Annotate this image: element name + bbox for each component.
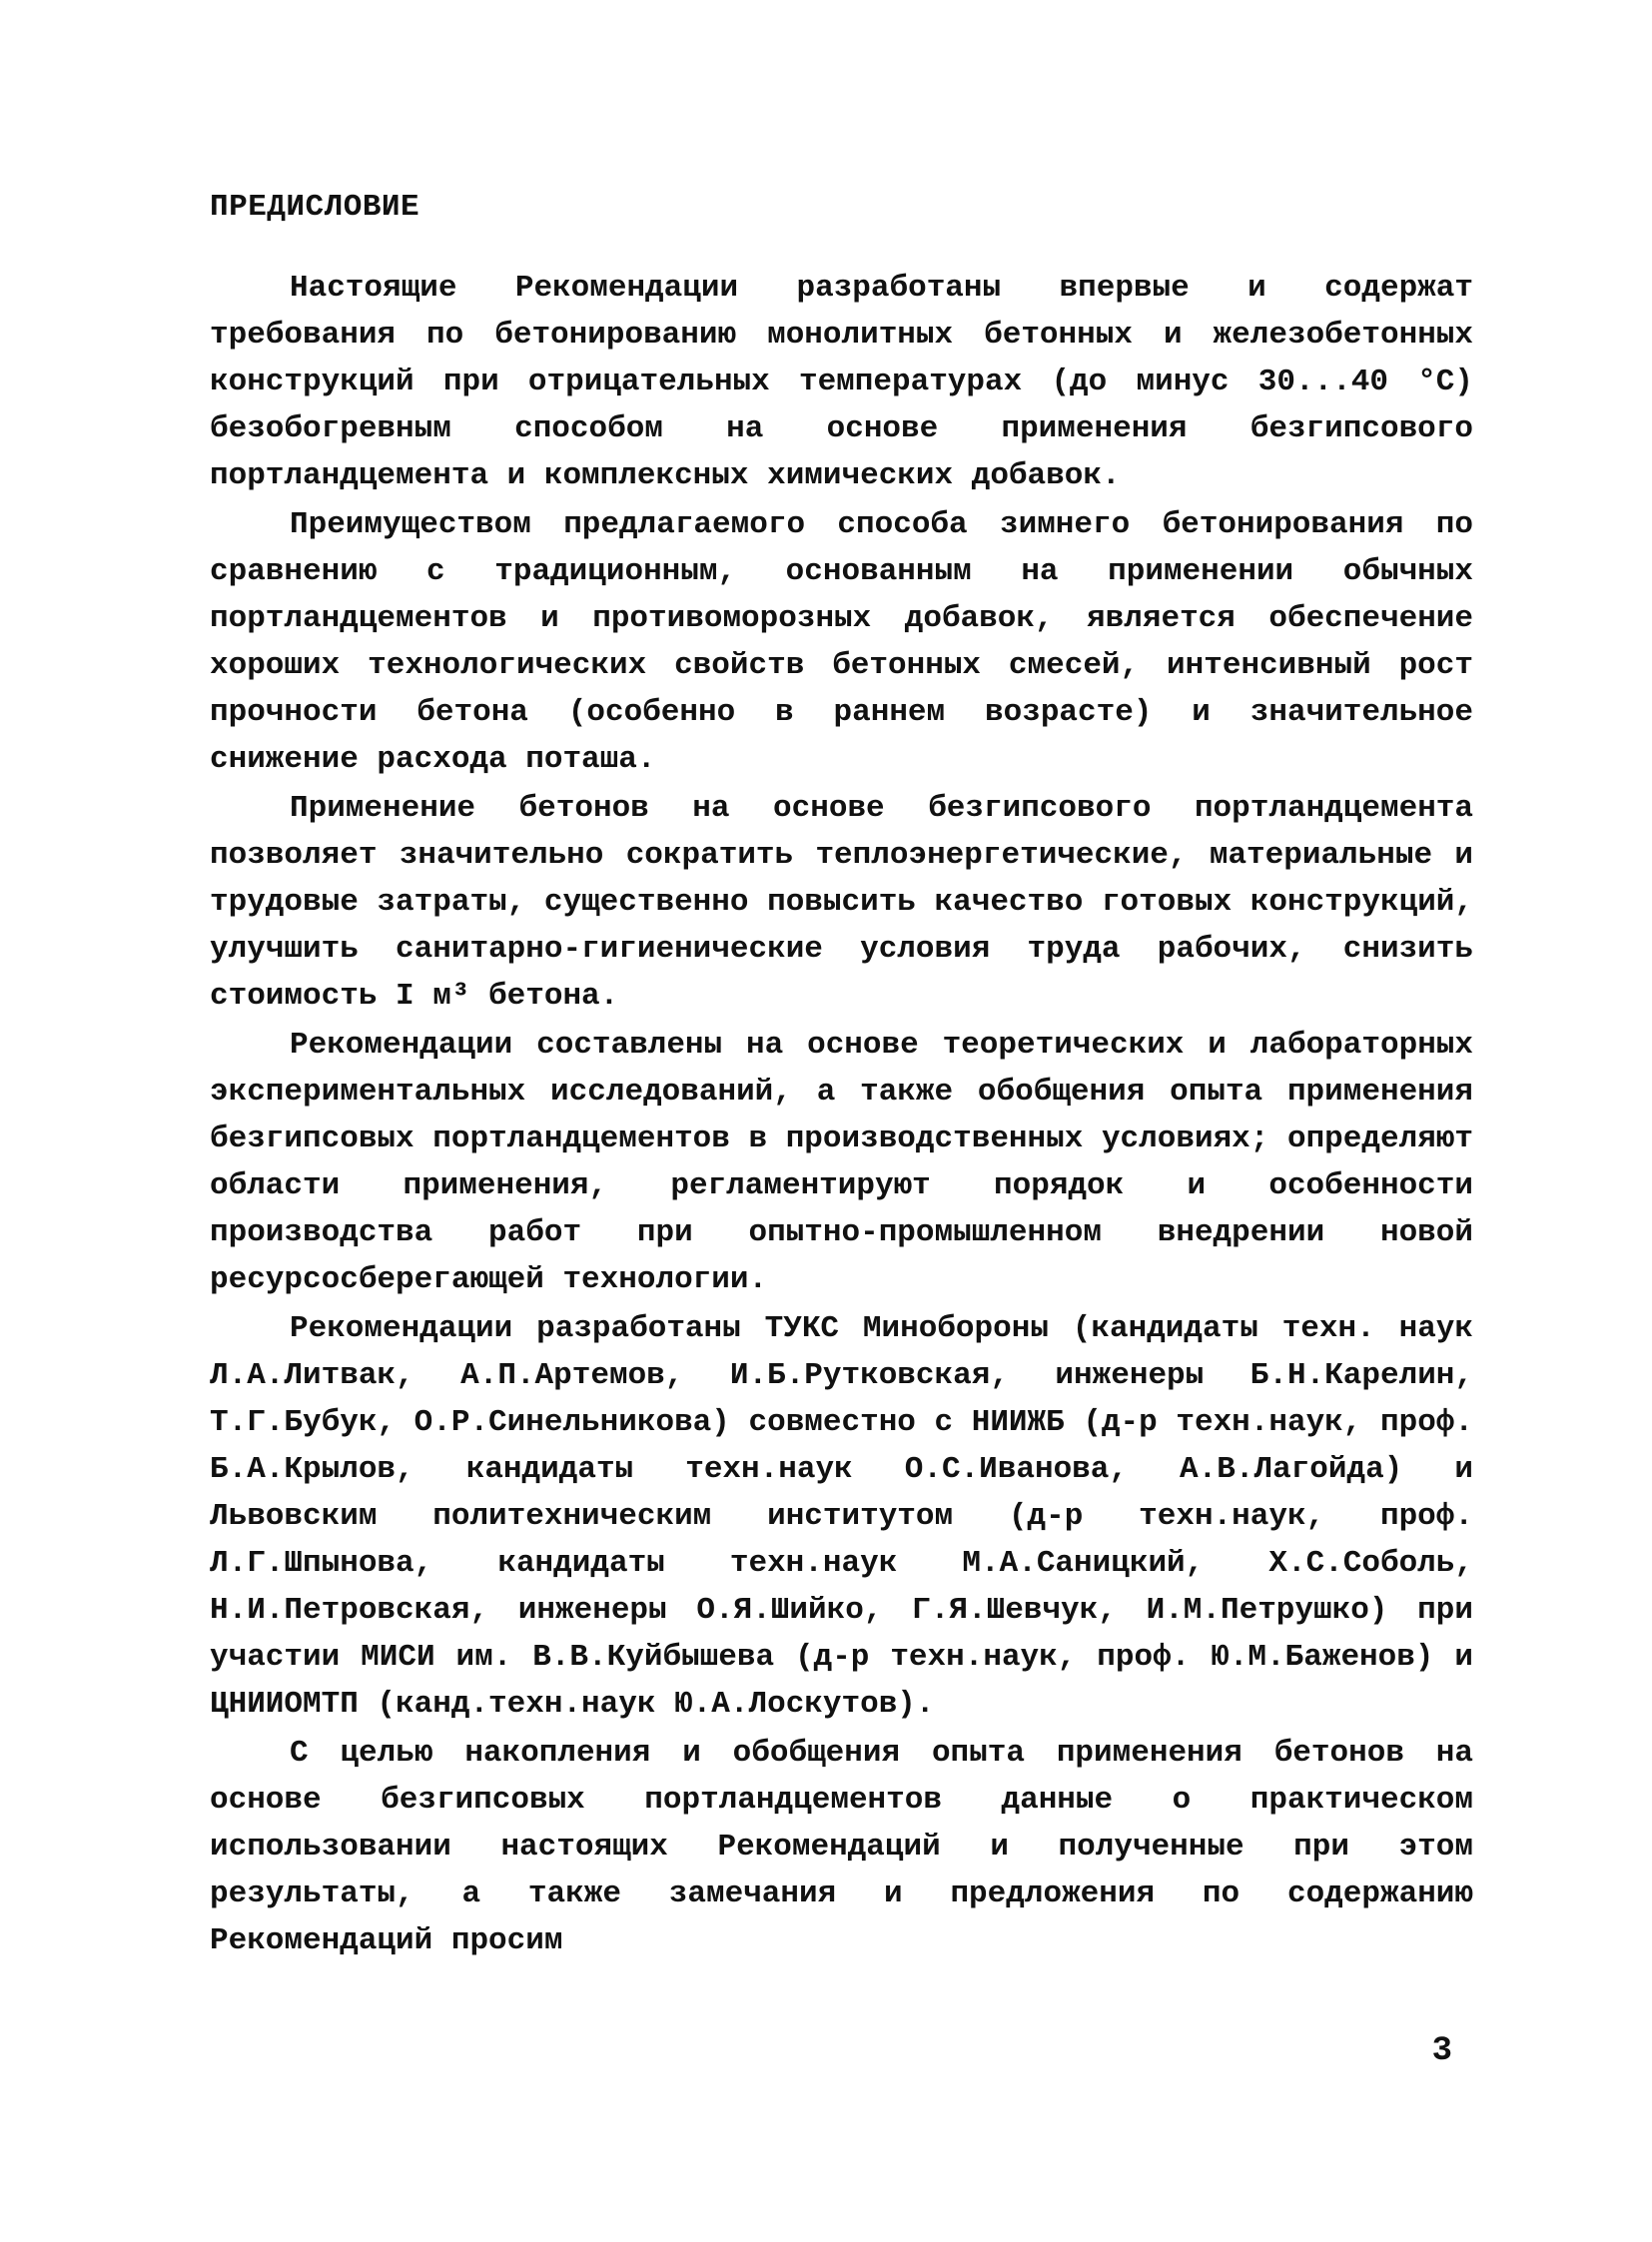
- paragraph: С целью накопления и обобщения опыта применения бетонов на основе безгипсовых портландцементов данные о практическом использовании настоящих Рекомендаций и полученные при этом результаты, а также замечания и предложения по содержанию Рекомендаций просим: [210, 1736, 1473, 1958]
- page-number: 3: [1431, 2032, 1452, 2070]
- paragraph: Преимуществом предлагаемого способа зимнего бетонирования по сравнению с традиционным, основанным на применении обычных портландцементов и противоморозных добавок, является обеспечение хороших технологических свойств бетонных смесей, интенсивный рост прочности бетона (особенно в раннем возрасте) и значительное снижение расхода поташа.: [210, 507, 1473, 777]
- paragraph: Рекомендации разработаны ТУКС Минобороны (кандидаты техн. наук Л.А.Литвак, А.П.Артемов, И.Б.Рутковская, инженеры Б.Н.Карелин, Т.Г.Бубук, О.Р.Синельникова) совместно с НИИЖБ (д-р техн.наук, проф. Б.А.Крылов, кандидаты техн.наук О.С.Иванова, А.В.Лагойда) и Львовским политехническим институтом (д-р техн.наук, проф. Л.Г.Шпынова, кандидаты техн.наук М.А.Саницкий, Х.С.Соболь, Н.И.Петровская, инженеры О.Я.Шийко, Г.Я.Шевчук, И.М.Петрушко) при участии МИСИ им. В.В.Куйбышева (д-р техн.наук, проф. Ю.М.Баженов) и ЦНИИОМТП (канд.техн.наук Ю.А.Лоскутов).: [210, 1311, 1474, 1722]
- paragraph: Настоящие Рекомендации разработаны впервые и содержат требования по бетонированию монолитных бетонных и железобетонных конструкций при отрицательных температурах (до минус 30...40 °С) безобогревным способом на основе применения безгипсового портландцемента и комплексных химических добавок.: [210, 271, 1473, 493]
- body-text: [210, 265, 1473, 1964]
- section-heading: ПРЕДИСЛОВИЕ: [210, 190, 420, 225]
- paragraph: Рекомендации составлены на основе теоретических и лабораторных экспериментальных исследований, а также обобщения опыта применения безгипсовых портландцементов в производственных условиях; определяют области применения, регламентируют порядок и особенности производства работ при опытно-промышленном внедрении новой ресурсосберегающей технологии.: [210, 1028, 1474, 1297]
- paragraph: Применение бетонов на основе безгипсового портландцемента позволяет значительно сократить теплоэнергетические, материальные и трудовые затраты, существенно повысить качество готовых конструкций, улучшить санитарно-гигиенические условия труда рабочих, снизить стоимость I м³ бетона.: [210, 791, 1474, 1014]
